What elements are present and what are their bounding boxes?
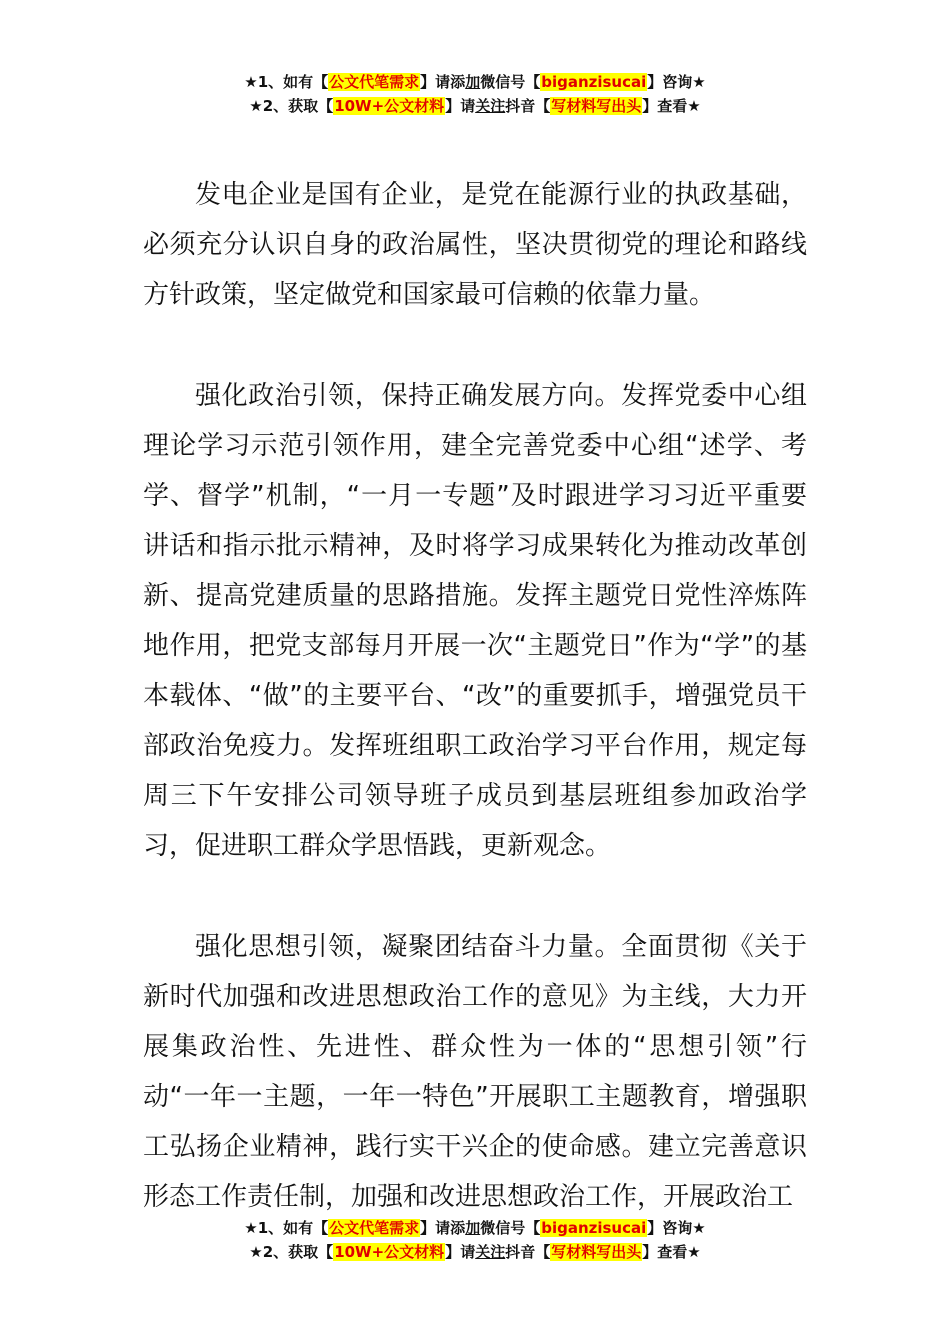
highlight-wechat-id: biganzisucai <box>541 73 647 91</box>
banner-line-2: ★2、获取【10W+公文材料】请关注抖音【写材料写出头】查看★ <box>249 1243 701 1261</box>
banner-line-2: ★2、获取【10W+公文材料】请关注抖音【写材料写出头】查看★ <box>249 97 701 115</box>
paragraph-ideological-leadership: 强化思想引领，凝聚团结奋斗力量。全面贯彻《关于新时代加强和改进思想政治工作的意见》为主线，大力开展集政治性、先进性、群众性为一体的“思想引领”行动“一年一主题，一年一特色”开展职工主题教育，增强职工弘扬企业精神，践行实干兴企的使命感。建立完善意识形态工作责任制，加强和改进思想政治工作，开展政治工 <box>143 932 807 1212</box>
highlight-wechat-id: biganzisucai <box>541 1219 647 1237</box>
footer-banner <box>0 1216 950 1264</box>
highlight-douyin: 写材料写出头 <box>551 1243 642 1261</box>
highlight-materials: 10W+公文材料 <box>334 1243 445 1261</box>
highlight-service: 公文代笔需求 <box>329 73 420 91</box>
banner-line-1: ★1、如有【公文代笔需求】请添加微信号【biganzisucai】咨询★ <box>244 1219 706 1237</box>
highlight-douyin: 写材料写出头 <box>551 97 642 115</box>
highlight-materials: 10W+公文材料 <box>334 97 445 115</box>
header-banner <box>0 70 950 118</box>
paragraph-political-leadership: 强化政治引领，保持正确发展方向。发挥党委中心组理论学习示范引领作用，建全完善党委中心组“述学、考学、督学”机制，“一月一专题”及时跟进学习习近平重要讲话和指示批示精神，及时将学习成果转化为推动改革创新、提高党建质量的思路措施。发挥主题党日党性淬炼阵地作用，把党支部每月开展一次“主题党日”作为“学”的基本载体、“做”的主要平台、“改”的重要抓手，增强党员干部政治免疫力。发挥班组职工政治学习平台作用，规定每周三下午安排公司领导班子成员到基层班组参加政治学习，促进职工群众学思悟践，更新观念。 <box>143 381 807 861</box>
paragraph-intro: 发电企业是国有企业，是党在能源行业的执政基础，必须充分认识自身的政治属性，坚决贯彻党的理论和路线方针政策，坚定做党和国家最可信赖的依靠力量。 <box>143 180 807 310</box>
document-body <box>143 170 807 1273</box>
highlight-service: 公文代笔需求 <box>329 1219 420 1237</box>
banner-line-1: ★1、如有【公文代笔需求】请添加微信号【biganzisucai】咨询★ <box>244 73 706 91</box>
